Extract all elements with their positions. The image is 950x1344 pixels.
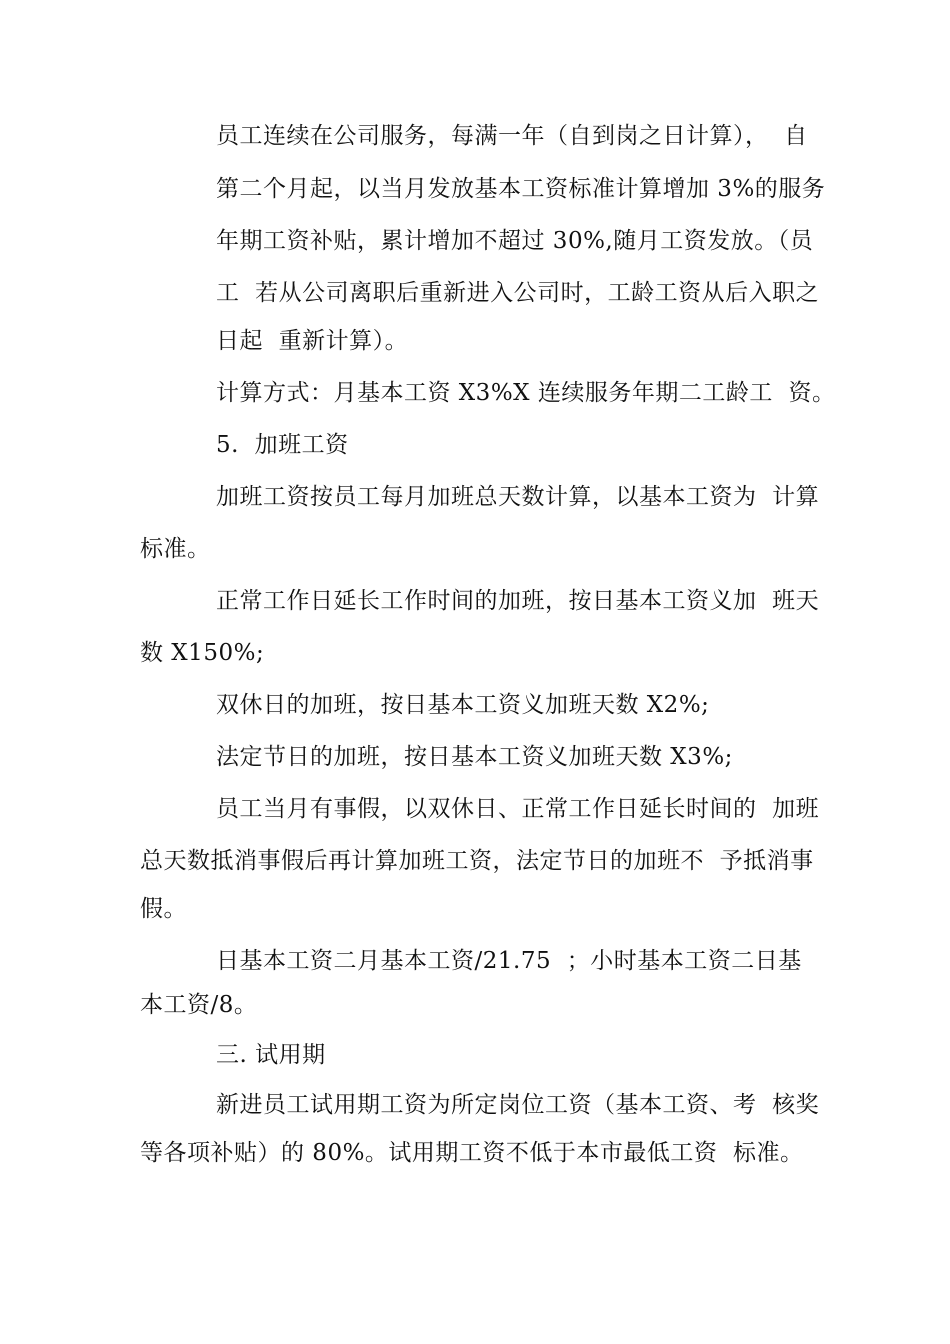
paragraph-line: 总天数抵消事假后再计算加班工资，法定节日的加班不 予抵消事 <box>140 848 814 874</box>
section-heading: 5. 加班工资 <box>216 432 349 458</box>
paragraph-line: 员工连续在公司服务，每满一年（自到岗之日计算）， 自 <box>216 123 808 149</box>
paragraph-line: 计算方式：月基本工资 X3%X 连续服务年期二工龄工 资。 <box>216 380 836 406</box>
paragraph-line: 员工当月有事假，以双休日、正常工作日延长时间的 加班 <box>216 796 820 822</box>
paragraph-line: 第二个月起，以当月发放基本工资标准计算增加 3%的服务 <box>216 176 826 202</box>
paragraph-line: 标准。 <box>140 536 211 562</box>
paragraph-line: 日基本工资二月基本工资/21.75 ；小时基本工资二日基 <box>216 948 802 974</box>
paragraph-line: 等各项补贴）的 80%。试用期工资不低于本市最低工资 标准。 <box>140 1140 804 1166</box>
paragraph-line: 工 若从公司离职后重新进入公司时，工龄工资从后入职之 <box>216 280 820 306</box>
paragraph-line: 正常工作日延长工作时间的加班，按日基本工资义加 班天 <box>216 588 820 614</box>
paragraph-line: 双休日的加班，按日基本工资义加班天数 X2%; <box>216 692 710 718</box>
paragraph-line: 本工资/8。 <box>140 992 258 1018</box>
paragraph-line: 新进员工试用期工资为所定岗位工资（基本工资、考 核奖 <box>216 1092 820 1118</box>
paragraph-line: 年期工资补贴，累计增加不超过 30%,随月工资发放。（员 <box>216 228 814 254</box>
paragraph-line: 数 X150%; <box>140 640 265 666</box>
paragraph-line: 加班工资按员工每月加班总天数计算，以基本工资为 计算 <box>216 484 820 510</box>
paragraph-line: 法定节日的加班，按日基本工资义加班天数 X3%; <box>216 744 733 770</box>
paragraph-line: 日起 重新计算）。 <box>216 328 409 354</box>
section-heading: 三. 试用期 <box>216 1042 326 1068</box>
paragraph-line: 假。 <box>140 896 187 922</box>
